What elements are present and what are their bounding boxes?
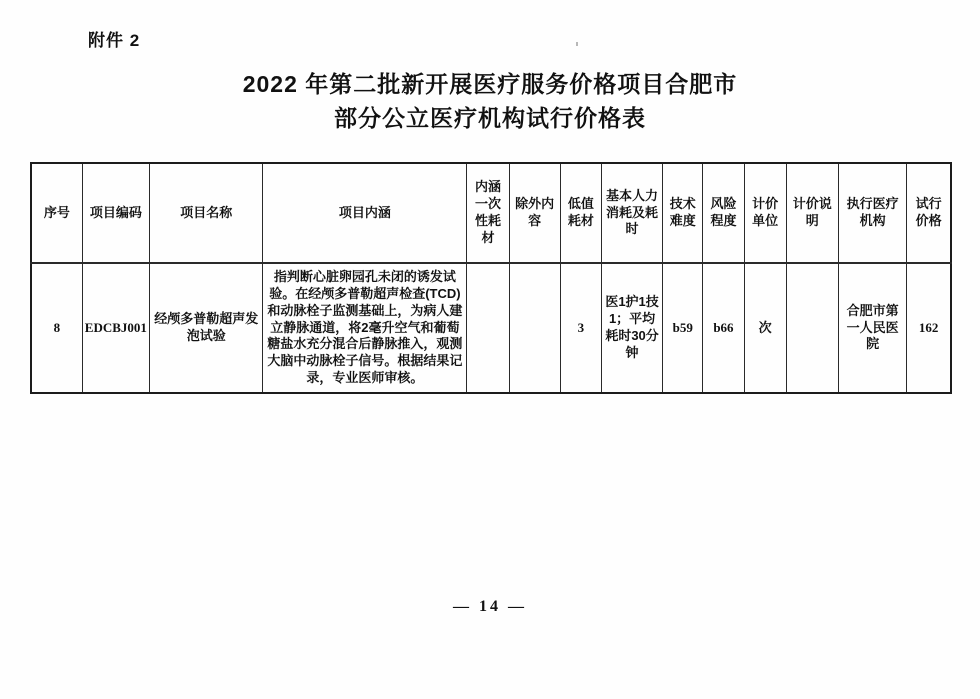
- attachment-label: 附件 2: [88, 31, 141, 50]
- col-header-disposable: 内涵一次性耗材: [467, 163, 509, 263]
- cell-hospital: 合肥市第一人民医院: [838, 263, 906, 393]
- table-header-row: [31, 163, 951, 263]
- col-header-risk: 风险程度: [703, 163, 744, 263]
- cell-risk: b66: [703, 263, 744, 393]
- pricing-table: [30, 162, 952, 394]
- cell-price: 162: [907, 263, 951, 393]
- col-header-name: 项目名称: [150, 163, 263, 263]
- cell-manpower: 医1护1技1；平均耗时30分钟: [601, 263, 662, 393]
- cell-content: 指判断心脏卵园孔未闭的诱发试验。在经颅多普勒超声检查(TCD)和动脉栓子监测基础上，为病人建立静脉通道，将2毫升空气和葡萄糖盐水充分混合后静脉推入，观测大脑中动脉栓子信号。根据结果记录，专业医师审核。: [263, 263, 467, 393]
- col-header-code: 项目编码: [82, 163, 149, 263]
- col-header-difficulty: 技术难度: [663, 163, 703, 263]
- col-header-price: 试行价格: [907, 163, 951, 263]
- cell-unit: 次: [744, 263, 786, 393]
- page-title-line1: 2022 年第二批新开展医疗服务价格项目合肥市: [242, 71, 738, 97]
- col-header-content: 项目内涵: [263, 163, 467, 263]
- cell-pricing-note: [786, 263, 838, 393]
- col-header-manpower: 基本人力消耗及耗时: [601, 163, 662, 263]
- page-title-line2: 部分公立医疗机构试行价格表: [334, 105, 646, 131]
- col-header-excluded: 除外内容: [509, 163, 560, 263]
- scan-artifact-dot: [576, 42, 578, 46]
- page-title: [0, 67, 980, 135]
- col-header-lowvalue: 低值耗材: [560, 163, 601, 263]
- page-number: — 14 —: [453, 598, 527, 615]
- pricing-table-container: [30, 162, 952, 394]
- cell-lowvalue: 3: [560, 263, 601, 393]
- table-row: [31, 263, 951, 393]
- cell-name: 经颅多普勒超声发泡试验: [150, 263, 263, 393]
- col-header-unit: 计价单位: [744, 163, 786, 263]
- cell-disposable: [467, 263, 509, 393]
- col-header-pricing-note: 计价说明: [786, 163, 838, 263]
- cell-code: EDCBJ001: [82, 263, 149, 393]
- cell-excluded: [509, 263, 560, 393]
- col-header-seq: 序号: [31, 163, 82, 263]
- col-header-hospital: 执行医疗机构: [838, 163, 906, 263]
- cell-seq: 8: [31, 263, 82, 393]
- cell-difficulty: b59: [663, 263, 703, 393]
